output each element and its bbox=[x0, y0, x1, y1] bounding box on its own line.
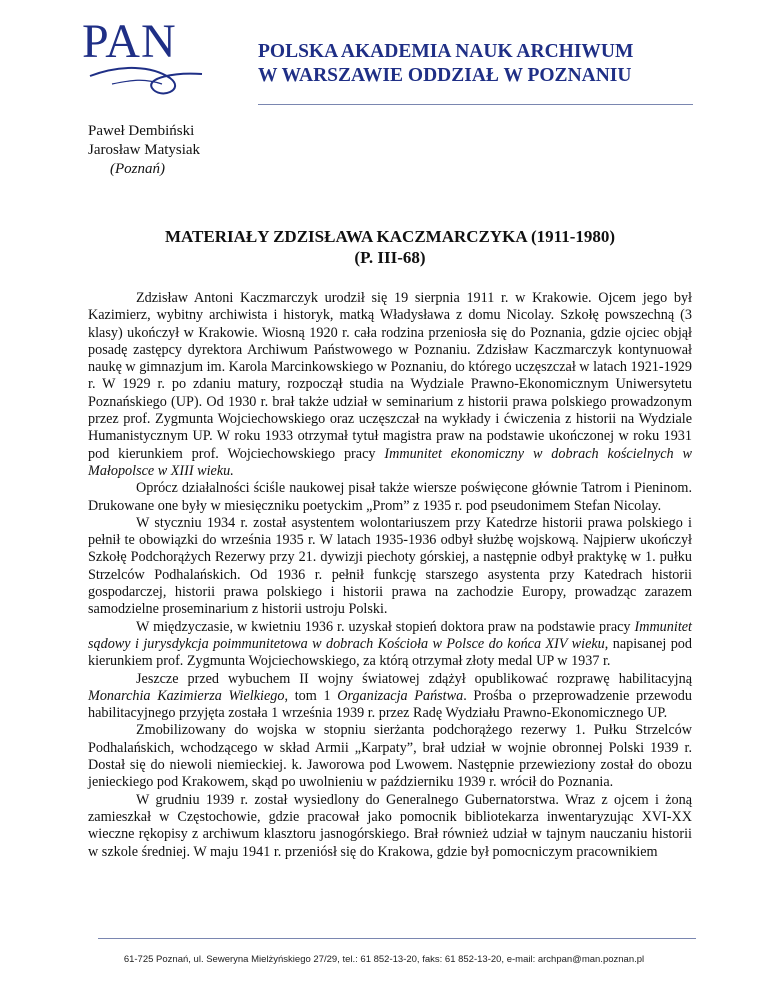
author-2: Jarosław Matysiak bbox=[88, 142, 201, 158]
header-divider bbox=[258, 104, 693, 105]
paragraph-4: W międzyczasie, w kwietniu 1936 r. uzyskał stopień doktora praw na podstawie pracy Immunitet sądowy i jurysdykcja poimmunitetowa w dobrach Kościoła w Polsce do końca XIV wieku, napisanej pod kierunkiem prof. Zygmunta Wojciechowskiego, za którą otrzymał złoty medal UP w 1937 r. bbox=[88, 618, 692, 670]
logo-flourish-icon bbox=[82, 14, 232, 100]
document-title bbox=[88, 226, 692, 268]
paragraph-7: W grudniu 1939 r. został wysiedlony do Generalnego Gubernatorstwa. Wraz z ojcem i żoną zamieszkał w Częstochowie, gdzie pracował jako pomocnik bibliotekarza inwentaryzując XVI-XX wieczne rękopisy z archiwum klasztoru jasnogórskiego. Brał również udział w tajnym nauczaniu historii w szkole średniej. W maju 1941 r. przeniósł się do Krakowa, gdzie był pomocniczym pracownikiem bbox=[88, 791, 692, 860]
pan-logo bbox=[82, 14, 232, 100]
footer-address: 61-725 Poznań, ul. Seweryna Mielżyńskiego 27/29, tel.: 61 852-13-20, faks: 61 852-13-20, e-mail: archpan@man.poznan.pl bbox=[123, 954, 645, 965]
paragraph-2: Oprócz działalności ściśle naukowej pisał także wiersze poświęcone głównie Tatrom i Pieninom. Drukowane one były w miesięczniku poetyckim „Prom” z 1935 r. pod pseudonimem Stefan Nicolay. bbox=[88, 480, 692, 514]
logo-text: PAN bbox=[82, 15, 177, 68]
title-line-1: MATERIAŁY ZDZISŁAWA KACZMARCZYKA (1911-1980) bbox=[164, 227, 616, 246]
paragraph-5: Jeszcze przed wybuchem II wojny światowej zdążył opublikować rozprawę habilitacyjną Monarchia Kazimierza Wielkiego, tom 1 Organizacja Państwa. Prośba o przeprowadzenie przewodu habilitacyjnego przyjęta została 1 września 1939 r. przez Radę Wydziału Prawno-Ekonomicznego UP. bbox=[88, 670, 692, 722]
author-1: Paweł Dembiński bbox=[88, 123, 195, 139]
paragraph-6: Zmobilizowany do wojska w stopniu sierżanta podchorążego rezerwy 1. Pułku Strzelców Podhalańskich, wchodzącego w skład Armii „Karpaty”, brał udział w wojnie obronnej Polski 1939 r. Dostał się do niewoli niemieckiej. k. Jaworowa pod Lwowem. Następnie przewieziony został do obozu jenieckiego pod Krakowem, skąd po uwolnieniu w październiku 1939 r. wrócił do Poznania. bbox=[88, 722, 692, 791]
authors-block bbox=[88, 122, 200, 179]
institution-line-1: POLSKA AKADEMIA NAUK ARCHIWUM bbox=[258, 41, 634, 62]
affiliation: (Poznań) bbox=[110, 161, 165, 177]
institution-name bbox=[258, 40, 633, 88]
footer-divider bbox=[98, 938, 696, 939]
title-line-2: (P. III-68) bbox=[354, 248, 426, 267]
body-text bbox=[88, 290, 692, 861]
institution-line-2: W WARSZAWIE ODDZIAŁ W POZNANIU bbox=[258, 65, 632, 86]
paragraph-3: W styczniu 1934 r. został asystentem wolontariuszem przy Katedrze historii prawa polskiego i pełnił te obowiązki do września 1935 r. W latach 1935-1936 odbył służbę wojskową. Najpierw ukończył Szkołę Podchorążych Rezerwy przy 21. dywizji piechoty górskiej, a następnie odbył praktykę w 1. pułku Strzelców Podhalańskich. Od 1936 r. pełnił funkcję starszego asystenta przy Katedrach historii gospodarczej, historii prawa polskiego i historii prawa na zachodzie Europy, prowadząc zarazem samodzielne proseminarium z historii ustroju Polski. bbox=[88, 514, 692, 618]
paragraph-1: Zdzisław Antoni Kaczmarczyk urodził się 19 sierpnia 1911 r. w Krakowie. Ojcem jego był Kazimierz, wybitny archiwista i historyk, matką Władysława z domu Nicolay. Szkołę powszechną (3 klasy) ukończył w Krakowie. Wiosną 1920 r. cała rodzina przeniosła się do Poznania, gdzie ojciec objął posadę zastępcy dyrektora Archiwum Państwowego w Poznaniu. Zdzisław Kaczmarczyk kontynuował naukę w gimnazjum im. Karola Marcinkowskiego w Poznaniu, do którego uczęszczał w latach 1921-1929 r. W 1929 r. po zdaniu matury, rozpoczął studia na Wydziale Prawno-Ekonomicznym Uniwersytetu Poznańskiego (UP). Od 1930 r. brał także udział w seminarium z historii prawa polskiego prowadzonym przez prof. Zygmunta Wojciechowskiego oraz uczęszczał na wykłady i ćwiczenia z historii na Wydziale Humanistycznym UP. W roku 1933 otrzymał tytuł magistra praw na podstawie ukończonej w roku 1931 pod kierunkiem prof. Wojciechowskiego pracy Immunitet ekonomiczny w dobrach kościelnych w Małopolsce w XIII wieku. bbox=[88, 290, 692, 479]
